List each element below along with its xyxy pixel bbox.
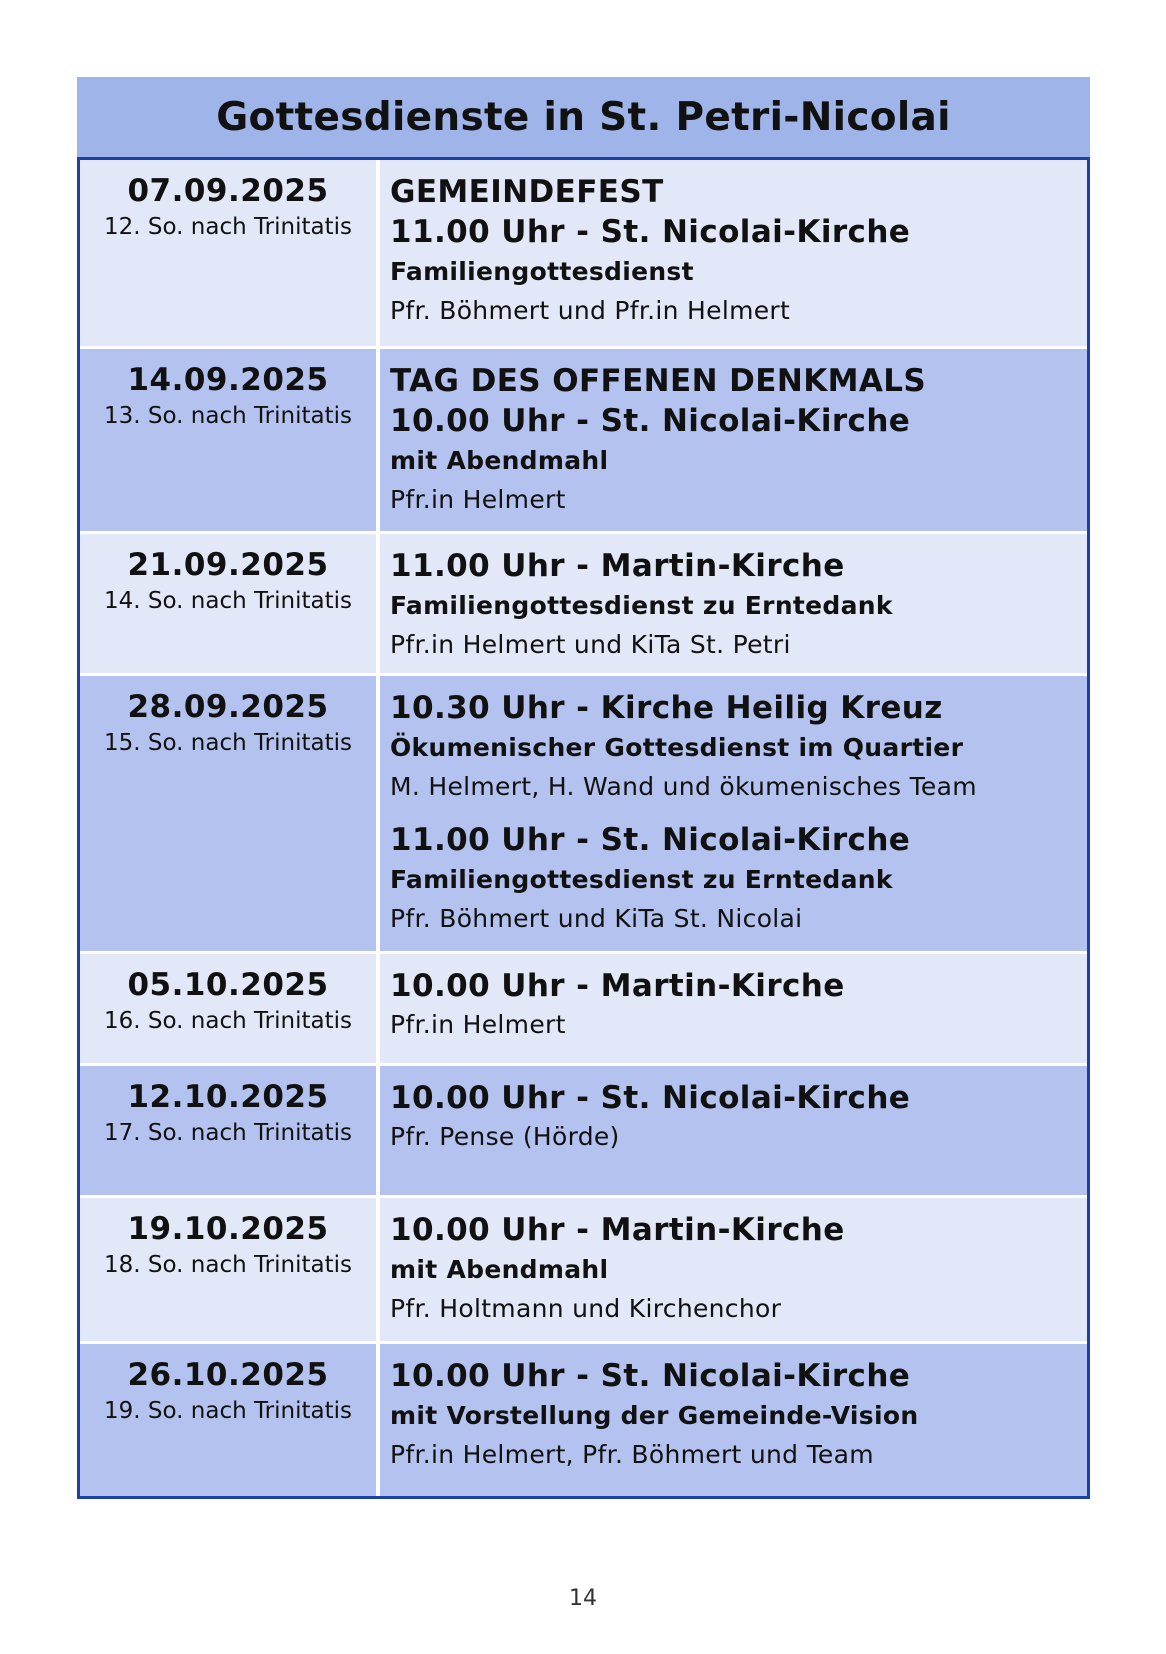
event-cell [380, 160, 1087, 346]
table-row [80, 531, 1087, 673]
event-title: TAG DES OFFENEN DENKMALS [390, 363, 927, 399]
schedule-sheet [77, 77, 1090, 1499]
church-sunday: 15. So. nach Trinitatis [104, 730, 352, 756]
date-cell [80, 1344, 380, 1496]
table-row [80, 160, 1087, 346]
service-subtitle: Ökumenischer Gottesdienst im Quartier [390, 733, 964, 762]
service-entry [390, 1356, 1087, 1474]
service-entry [390, 966, 1087, 1044]
service-subtitle: Familiengottesdienst zu Erntedank [390, 591, 893, 620]
service-subtitle: Familiengottesdienst zu Erntedank [390, 865, 893, 894]
table-row [80, 1063, 1087, 1195]
service-date: 12.10.2025 [127, 1079, 329, 1115]
service-entry [390, 401, 1087, 519]
service-date: 05.10.2025 [127, 967, 329, 1003]
service-subtitle: mit Abendmahl [390, 1255, 609, 1284]
service-subtitle: mit Vorstellung der Gemeinde-Vision [390, 1401, 919, 1430]
service-entry [390, 212, 1087, 330]
church-sunday: 17. So. nach Trinitatis [104, 1120, 352, 1146]
service-time-location: 11.00 Uhr - St. Nicolai-Kirche [390, 822, 911, 858]
service-entry [390, 546, 1087, 664]
service-subtitle: Familiengottesdienst [390, 257, 694, 286]
service-leaders: Pfr.in Helmert [390, 1010, 566, 1039]
service-date: 26.10.2025 [127, 1357, 329, 1393]
event-cell [380, 1066, 1087, 1195]
church-sunday: 14. So. nach Trinitatis [104, 588, 352, 614]
service-time-location: 10.00 Uhr - St. Nicolai-Kirche [390, 1080, 911, 1116]
event-cell [380, 1198, 1087, 1341]
event-cell [380, 676, 1087, 951]
page-title: Gottesdienste in St. Petri-Nicolai [77, 77, 1090, 157]
service-leaders: Pfr. Böhmert und Pfr.in Helmert [390, 296, 791, 325]
service-time-location: 11.00 Uhr - Martin-Kirche [390, 548, 845, 584]
church-sunday: 19. So. nach Trinitatis [104, 1398, 352, 1424]
date-cell [80, 349, 380, 531]
church-sunday: 12. So. nach Trinitatis [104, 214, 352, 240]
table-row [80, 346, 1087, 531]
table-row [80, 673, 1087, 951]
service-leaders: Pfr.in Helmert [390, 485, 566, 514]
page-number: 14 [569, 1586, 597, 1611]
church-sunday: 16. So. nach Trinitatis [104, 1008, 352, 1034]
church-sunday: 18. So. nach Trinitatis [104, 1252, 352, 1278]
service-time-location: 11.00 Uhr - St. Nicolai-Kirche [390, 214, 911, 250]
service-leaders: Pfr. Pense (Hörde) [390, 1122, 620, 1151]
date-cell [80, 954, 380, 1063]
table-row [80, 951, 1087, 1063]
date-cell [80, 160, 380, 346]
service-time-location: 10.00 Uhr - Martin-Kirche [390, 968, 845, 1004]
date-cell [80, 1066, 380, 1195]
service-leaders: Pfr.in Helmert und KiTa St. Petri [390, 630, 791, 659]
service-leaders: Pfr. Holtmann und Kirchenchor [390, 1294, 782, 1323]
date-cell [80, 1198, 380, 1341]
church-sunday: 13. So. nach Trinitatis [104, 403, 352, 429]
service-leaders: Pfr. Böhmert und KiTa St. Nicolai [390, 904, 803, 933]
date-cell [80, 676, 380, 951]
service-leaders: Pfr.in Helmert, Pfr. Böhmert und Team [390, 1440, 874, 1469]
service-date: 21.09.2025 [127, 547, 329, 583]
service-time-location: 10.30 Uhr - Kirche Heilig Kreuz [390, 690, 943, 726]
service-time-location: 10.00 Uhr - Martin-Kirche [390, 1212, 845, 1248]
service-entry [390, 1078, 1087, 1156]
service-date: 07.09.2025 [127, 173, 329, 209]
service-entry [390, 1210, 1087, 1328]
service-date: 19.10.2025 [127, 1211, 329, 1247]
service-entry [390, 688, 1087, 806]
schedule-table [77, 157, 1090, 1499]
event-cell [380, 349, 1087, 531]
service-time-location: 10.00 Uhr - St. Nicolai-Kirche [390, 1358, 911, 1394]
table-row [80, 1341, 1087, 1496]
event-cell [380, 1344, 1087, 1496]
service-entry [390, 820, 1087, 938]
event-cell [380, 534, 1087, 673]
service-date: 28.09.2025 [127, 689, 329, 725]
table-row [80, 1195, 1087, 1341]
service-leaders: M. Helmert, H. Wand und ökumenisches Team [390, 772, 977, 801]
date-cell [80, 534, 380, 673]
event-cell [380, 954, 1087, 1063]
service-date: 14.09.2025 [127, 362, 329, 398]
service-time-location: 10.00 Uhr - St. Nicolai-Kirche [390, 403, 911, 439]
service-subtitle: mit Abendmahl [390, 446, 609, 475]
event-title: GEMEINDEFEST [390, 174, 664, 210]
